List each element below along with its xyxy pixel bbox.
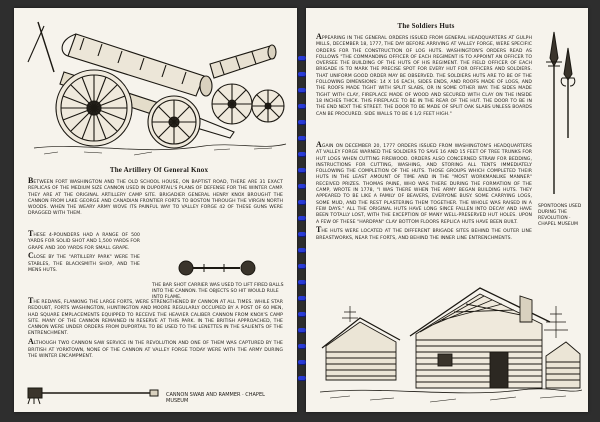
spontoon-caption: SPONTOONS USED DURING THE REVOLUTION · CHAPEL MUSEUM xyxy=(538,204,582,227)
binding-ring xyxy=(298,120,306,125)
huts-paragraph-3: THE HUTS WERE LOCATED AT THE DIFFERENT BRIGADE SITES BEHIND THE OUTER LINE BREASTWORKS, NEAR THE FORTS, AND BEHIND THE INNER LINE ENTRENCHMENTS. xyxy=(316,225,532,241)
binding-ring xyxy=(298,168,306,173)
binding-ring xyxy=(298,248,306,253)
binding-ring xyxy=(298,296,306,301)
log-huts-illustration xyxy=(320,276,582,408)
binding-ring xyxy=(298,136,306,141)
binding-ring xyxy=(298,312,306,317)
binding-ring xyxy=(298,216,306,221)
swab-rammer-illustration xyxy=(22,384,164,406)
bar-shot-caption: THE BAR SHOT CARRIER WAS USED TO LIFT FIRED BALLS INTO THE CANNON. THE OBJECTS SO HIT WOULD RULE INTO FLAME. xyxy=(152,283,284,300)
binding-ring xyxy=(298,184,306,189)
initial-letter: C xyxy=(28,251,34,261)
binding-ring xyxy=(298,88,306,93)
huts-body-top xyxy=(316,34,532,119)
initial-letter: B xyxy=(28,176,34,185)
huts-body-bottom xyxy=(316,142,532,244)
cannon-illustration xyxy=(24,12,292,162)
left-page xyxy=(14,8,297,412)
binding-ring xyxy=(298,232,306,237)
bar-shot-illustration xyxy=(174,258,264,278)
artillery-paragraph-2: THESE 4-POUNDERS HAD A RANGE OF 500 YARDS FOR SOLID SHOT AND 1,500 YARDS FOR GRAPE AND 300 YARDS FOR SMALL GRAPE. xyxy=(28,229,140,251)
artillery-body-bottom xyxy=(28,298,283,362)
artillery-paragraph-1: BETWEEN FORT WASHINGTON AND THE OLD SCHOOL HOUSE, ON BAPTIST ROAD, THERE ARE 31 EXACT REPLICAS OF THE MEDIUM SIZE CANNON USED IN DUPORTAIL'S PLANS OF DEFENSE FOR THE WINTER CAMP. THEY ARE AT THE ORIGINAL ARTILLERY CAMP SITE. BRIGADIER GENERAL HENRY KNOX BROUGHT THE CANNON FROM LAKE GEORGE AND CANADIAN FRONTIER FORTS TO BOSTON THROUGH THE VIRGIN NORTH WOODS. WHEN THE WEARY ARMY WOVE ITS PAINFUL WAY TO VALLEY FORGE 42 OF THESE GUNS WERE DRAGGED WITH THEM. xyxy=(28,176,283,217)
binding-ring xyxy=(298,72,306,77)
binding-ring xyxy=(298,152,306,157)
artillery-title: The Artillery Of General Knox xyxy=(109,166,209,174)
initial-letter: T xyxy=(28,296,34,305)
huts-title: The Soldiers Huts xyxy=(397,22,455,30)
artillery-paragraph-4: THE REDANS, FLANKING THE LARGE FORTS, WERE STRENGTHENED BY CANNON AT ALL TIMES. WHILE STAR REDOUBT, FORTS WASHINGTON, HUNTINGTON AND MOORE REGULARLY OCCUPIED BY A POST OF 60 MEN, HAD SQUARE EMPLACEMENTS EQUIPPED TO RECEIVE THE HEAVIER CALIBER CANNON FROM KNOX'S CAMP SITE. MANY OF THE CANNON REMAINED IN RESERVE AT THIS PARK. IN THE BRITISH APPROACHED, THE CANNON WERE UNDER ORDERS FROM DUPORTAIL TO BE USED TO THE LENETTES IN THE SALIENTS OF THE ENTRENCHMENT. xyxy=(28,296,283,337)
artillery-body-top xyxy=(28,178,283,219)
artillery-body-left xyxy=(28,231,140,276)
binding-ring xyxy=(298,56,306,61)
artillery-paragraph-5: ALTHOUGH TWO CANNON SAW SERVICE IN THE REVOLUTION AND ONE OF THEM WAS CAPTURED BY THE BRITISH AT YORKTOWN, NONE OF THE CANNON AT VALLEY FORGE TODAY WERE WITH THE ARMY DURING THE WINTER ENCAMPMENT. xyxy=(28,337,283,359)
binding-ring xyxy=(298,376,306,381)
binding-ring xyxy=(298,360,306,365)
binding-ring xyxy=(298,344,306,349)
binding-ring xyxy=(298,264,306,269)
initial-letter: A xyxy=(316,140,322,149)
right-page xyxy=(306,8,588,412)
huts-paragraph-2: AGAIN ON DECEMBER 20, 1777 ORDERS ISSUED FROM WASHINGTON'S HEADQUARTERS AT VALLEY FORGE WARNED THE SOLDIERS TO SAVE 16 AND 15 FEET OF TREE TRUNKS FOR HUT LOGS WHEN CUTTING FIREWOOD. ORDERS ALSO CONCERNED STRAW FOR BEDDING, INSTRUCTIONS FOR CUTTING, WASHING, AND STORING ALL TENTS IMMEDIATELY FOLLOWING THE COMPLETION OF THE HUTS. THOSE GROUPS WHICH COMPLETED THEIR HUTS IN THE LEAST AMOUNT OF TIME AND IN THE "MOST WORKMANLIKE MANNER" RECEIVED PRIZES. THOMAS PAINE, WHO WAS THERE DURING THE FORMATION OF THE CAMP, WROTE IN 1778, "I WAS THERE WHEN THE ARMY BEGAN BUILDING HUTS. THEY APPEARED TO BE LIKE A FAMILY OF BEAVERS, EVERYONE BUSY. SOME CARRYING LOGS, SOME MUD, AND THE REST PLASTERING THEM TOGETHER. THE WHOLE WAS RAISED IN A FEW DAYS." ALL THE ORIGINAL HUTS HAVE LONG SINCE FALLEN INTO DECAY AND HAVE BEEN TOTALLY LOST, WITH THE EXCEPTION OF MANY WELL-PRESERVED HUT HOLES. UPON A FEW OF THESE "HARDPAN" CLAY BOTTOM FLOORS REPLICA HUTS HAVE BEEN BUILT. xyxy=(316,140,532,225)
spontoon-illustration xyxy=(540,28,580,198)
binding-ring xyxy=(298,280,306,285)
binding-ring xyxy=(298,200,306,205)
binding-ring xyxy=(298,328,306,333)
initial-letter: T xyxy=(316,225,322,235)
initial-letter: T xyxy=(28,229,34,238)
initial-letter: A xyxy=(316,32,322,41)
swab-rammer-caption: CANNON SWAB AND RAMMER · CHAPEL MUSEUM xyxy=(166,392,265,404)
artillery-paragraph-3: CLOSE BY THE "ARTILLERY PARK" WERE THE STABLES, THE BLACKSMITH SHOP, AND THE MENS HUTS. xyxy=(28,251,140,274)
binding-ring xyxy=(298,104,306,109)
huts-paragraph-1: APPEARING IN THE GENERAL ORDERS ISSUED FROM GENERAL HEADQUARTERS AT GULPH MILLS, DECEMBER 18, 1777, THE DAY BEFORE ARRIVING AT VALLEY FORGE, WERE SPECIFIC ORDERS FOR THE CONSTRUCTION OF LOG HUTS. WASHINGTON'S ORDERS READ AS FOLLOWS "THE COMMANDING OFFICER OF EACH REGIMENT IS TO APPOINT AN OFFICER TO OVERSEE THE BUILDING OF THE HUTS OF HIS REGIMENT. THE FIELD OFFICER OF EACH BRIGADE IS TO MARK THE PRECISE SPOT FOR EVERY HUT FOR OFFICERS AND SOLDIERS. THAT UNIFORM GOOD ORDER MAY BE OBSERVED. THE SOLDIERS HUTS ARE TO BE OF THE FOLLOWING DIMENSIONS: 14 X 16 EACH, SIDES ENDS, AND ROOFS MADE OF LOGS, AND THE ROOFS MADE TIGHT WITH SPLIT SLABS, OR IN SOME OTHER WAY. THE SIDES MADE TIGHT WITH CLAY, FIREPLACE MADE OF WOOD AND SECURED WITH CLAY ON THE INSIDE 18 INCHES THICK. THIS FIREPLACE TO BE IN THE REAR OF THE HUT. THE DOOR TO BE IN THE END NEXT THE STREET. THE DOOR TO BE MADE OF SPLIT OAK SLABS UNLESS BOARDS CAN BE PROCURED. SIDE WALLS TO BE 6 1/2 FEET HIGH." xyxy=(316,32,532,117)
initial-letter: A xyxy=(28,337,34,347)
